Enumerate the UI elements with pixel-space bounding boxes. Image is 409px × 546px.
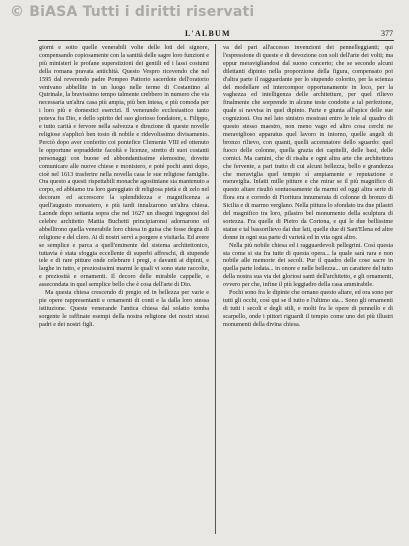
right-paragraph-3: Pochi sono fra le dipinte che ornano questo altare, ed ora sono per tutti gli occhi, così qui se il tutto e l'ultimo sia... Sono gli ornamenti di tutti i secoli e degli stili, e molti fra le opere di pennello e di scarpello, onde i pittori riguardi il tempio come uno dei più illustri monumenti della divina chiesa. (223, 289, 393, 328)
right-column (223, 44, 393, 536)
header-rule (38, 40, 394, 41)
left-paragraph-2: Ma questa chiesa crescendo di pregio ed in bellezza per varie e pie opere rappresentanti e ornamenti di conti e la dalla loro stessa istituzione. Queste venerande l'antica chiesa dal solatio tomba sorgente le raffinate esempi della nostra religione dei nostri stessi padri e dei nostri figli. (39, 289, 209, 328)
right-paragraph-2: Nella più nobile chiesa ed i ragguardevoli pellegrini. Così questa sta come si sta fra tutte di questa opera... la quale sarà rara e non nobile alle memorie dei secoli. Pur il quadro delle cose sacre in quella parte lodata... in onore e nelle bellezza... un carattere del tutto della nostra sua via dei gloriosi santi dell'architetto, e gli ornamenti, ovvero per che, infine il più leggiadro della casa ammirabile. (223, 241, 393, 289)
watermark: © BiASA Tutti i diritti riservati (10, 4, 255, 20)
running-title: L'ALBUM (185, 29, 231, 38)
column-divider (215, 44, 216, 534)
right-paragraph-1: va del pari all'accesso invenzioni dei pennelleggianti; qui l'espressione di queste e di devozione con soli dell'arte dei volti; ma eppur meravigliandosi dal suono concerto; che se secondo alcuni dilettanti dipinto nella proporzione della figura, compensato poi d'altra parte il ragguardante per lo stupendo colorito, per la scienza del modellare ed intercompor opportunamente in loco, per la vaghezza ed intelligenza delle architetture, per quel rilievo finalmente che sorprende in alcune teste condotte a tal perfezione, quale si ravvisa in quel dipinto. Parte e giunta all'apice delle sue cognizioni. Ora nel lato sinistro mostrasi entro le tele al quadro di questo stesso maestro, non meno vago ed altro cosa cerchi ne meraviglioso apparatus quel lavoro in intorno, quelle angeli di bronzo rilievo, con quanti, quelli accennatore dello sguardo: quel fuoco delle colonne, quella grazia dei capitelli, delle basi, delle cornici. Ma camini, che di risalta e ogni altra arte che architettura che fervente, a pari tratto di cui alcuni bellezza, bello e grandezza che meraviglia quel tempio sì ampiamente e reputazione e meraviglia. Infatti mille pitture e che mirar se il più magnifico di questo altare risultò sontuosamente da marmi ed oggi altra serie di flora era e corredo di Fioritura innumerata di colonne di bronzo di Sicilia e di marmo verglano. Nella pittura lo sfondato tra due pilastri del magnifico tra loro, pilastro bel monumento della sculptura di sortezza. Fra quelle di Pietro da Cortona, e qui le due bellissime statue e tal bassorilievo dai due lati, quelle due di Sant'Elena ed altre donne in ogni sua parte di varietà ed in vita ogni altro. (223, 44, 393, 241)
left-column (39, 44, 209, 536)
page-number: 377 (381, 29, 393, 38)
left-paragraph-1: giorni e sotto quelle venerabili volte delle loti del signore, compensando copiosamente con la santità delle sagre loro funzioni e più ministeri le profane superstizioni dei gentili ed i lassi costumi della romana pravata antichità. Questo Vespro ricevendo che nel 1595 dal reverendo padre Pompeo Pattorio sacerdote dell'oratorio venivano abbellite in un luogo nelle terme di Costantino al Quirinale, la bravissimo tempo talmente crebbero in numero che via necessaria un'altra casa più ampia, più ben intesa, e più comoda per i loro più e domestici esercizi. Il venerando ecclesiastico tanto poteva fra Dio, e dello spirito del suo glorioso fondatore, s. Filippo, e tutto carità e fervore nella salvezza e direzione di queste novelle religiose s'applicò ben tosto di nobile e ridevolissimo divisamento. Perciò dopo aver conferito coi pontefice Clemente VIII ed ottenuto le opportune sopraddette facoltà e licenze, stretto di suoi costanti personaggi con buone ed abbondantissime elemosine, dovette comunicare alle nuove chiese e monistero, e poté pochi anni dopo, cioè nel 1613 trasferire nella novella casa le sue religiose famiglie. Ora questo a questi rispettabili monache agostiniane sia mantenuto a corpo, ed abbiamo tra loro gareggiato di religiosa pietà e di zelo nel decorare ed accrescere la splendidezza e magnificenza a quell'augusto monastero, e più tardi innalzarono un'altra chiesa. Laonde dopo settanta sopra che nel 1627 un disegni ingegnosi del celebre architetto Mattia Buchetti principiaronsi adornarono ed abbellirono quella venerabile loro chiesa in guisa che fosse degna di religione e del clero. Ai dì nostri servì a porgere e visitarla. Ed avere se semplice e parca a quell'eminente del sistema architettonico, tuttavia è stata sfoggia eccellente di superbi affreschi, di stupende tele e di rare pitture onde celebrare i pregi, e davanti ai dipinti, e larghe in tutto, e preziosissimi marmi le quali vi sono state raccolte, e preziosità e ornamenti. Il decoro delle mirabile cappelle, e assecondata in quel semplice bello che è cosa dell'arte di Dio. (39, 44, 209, 289)
